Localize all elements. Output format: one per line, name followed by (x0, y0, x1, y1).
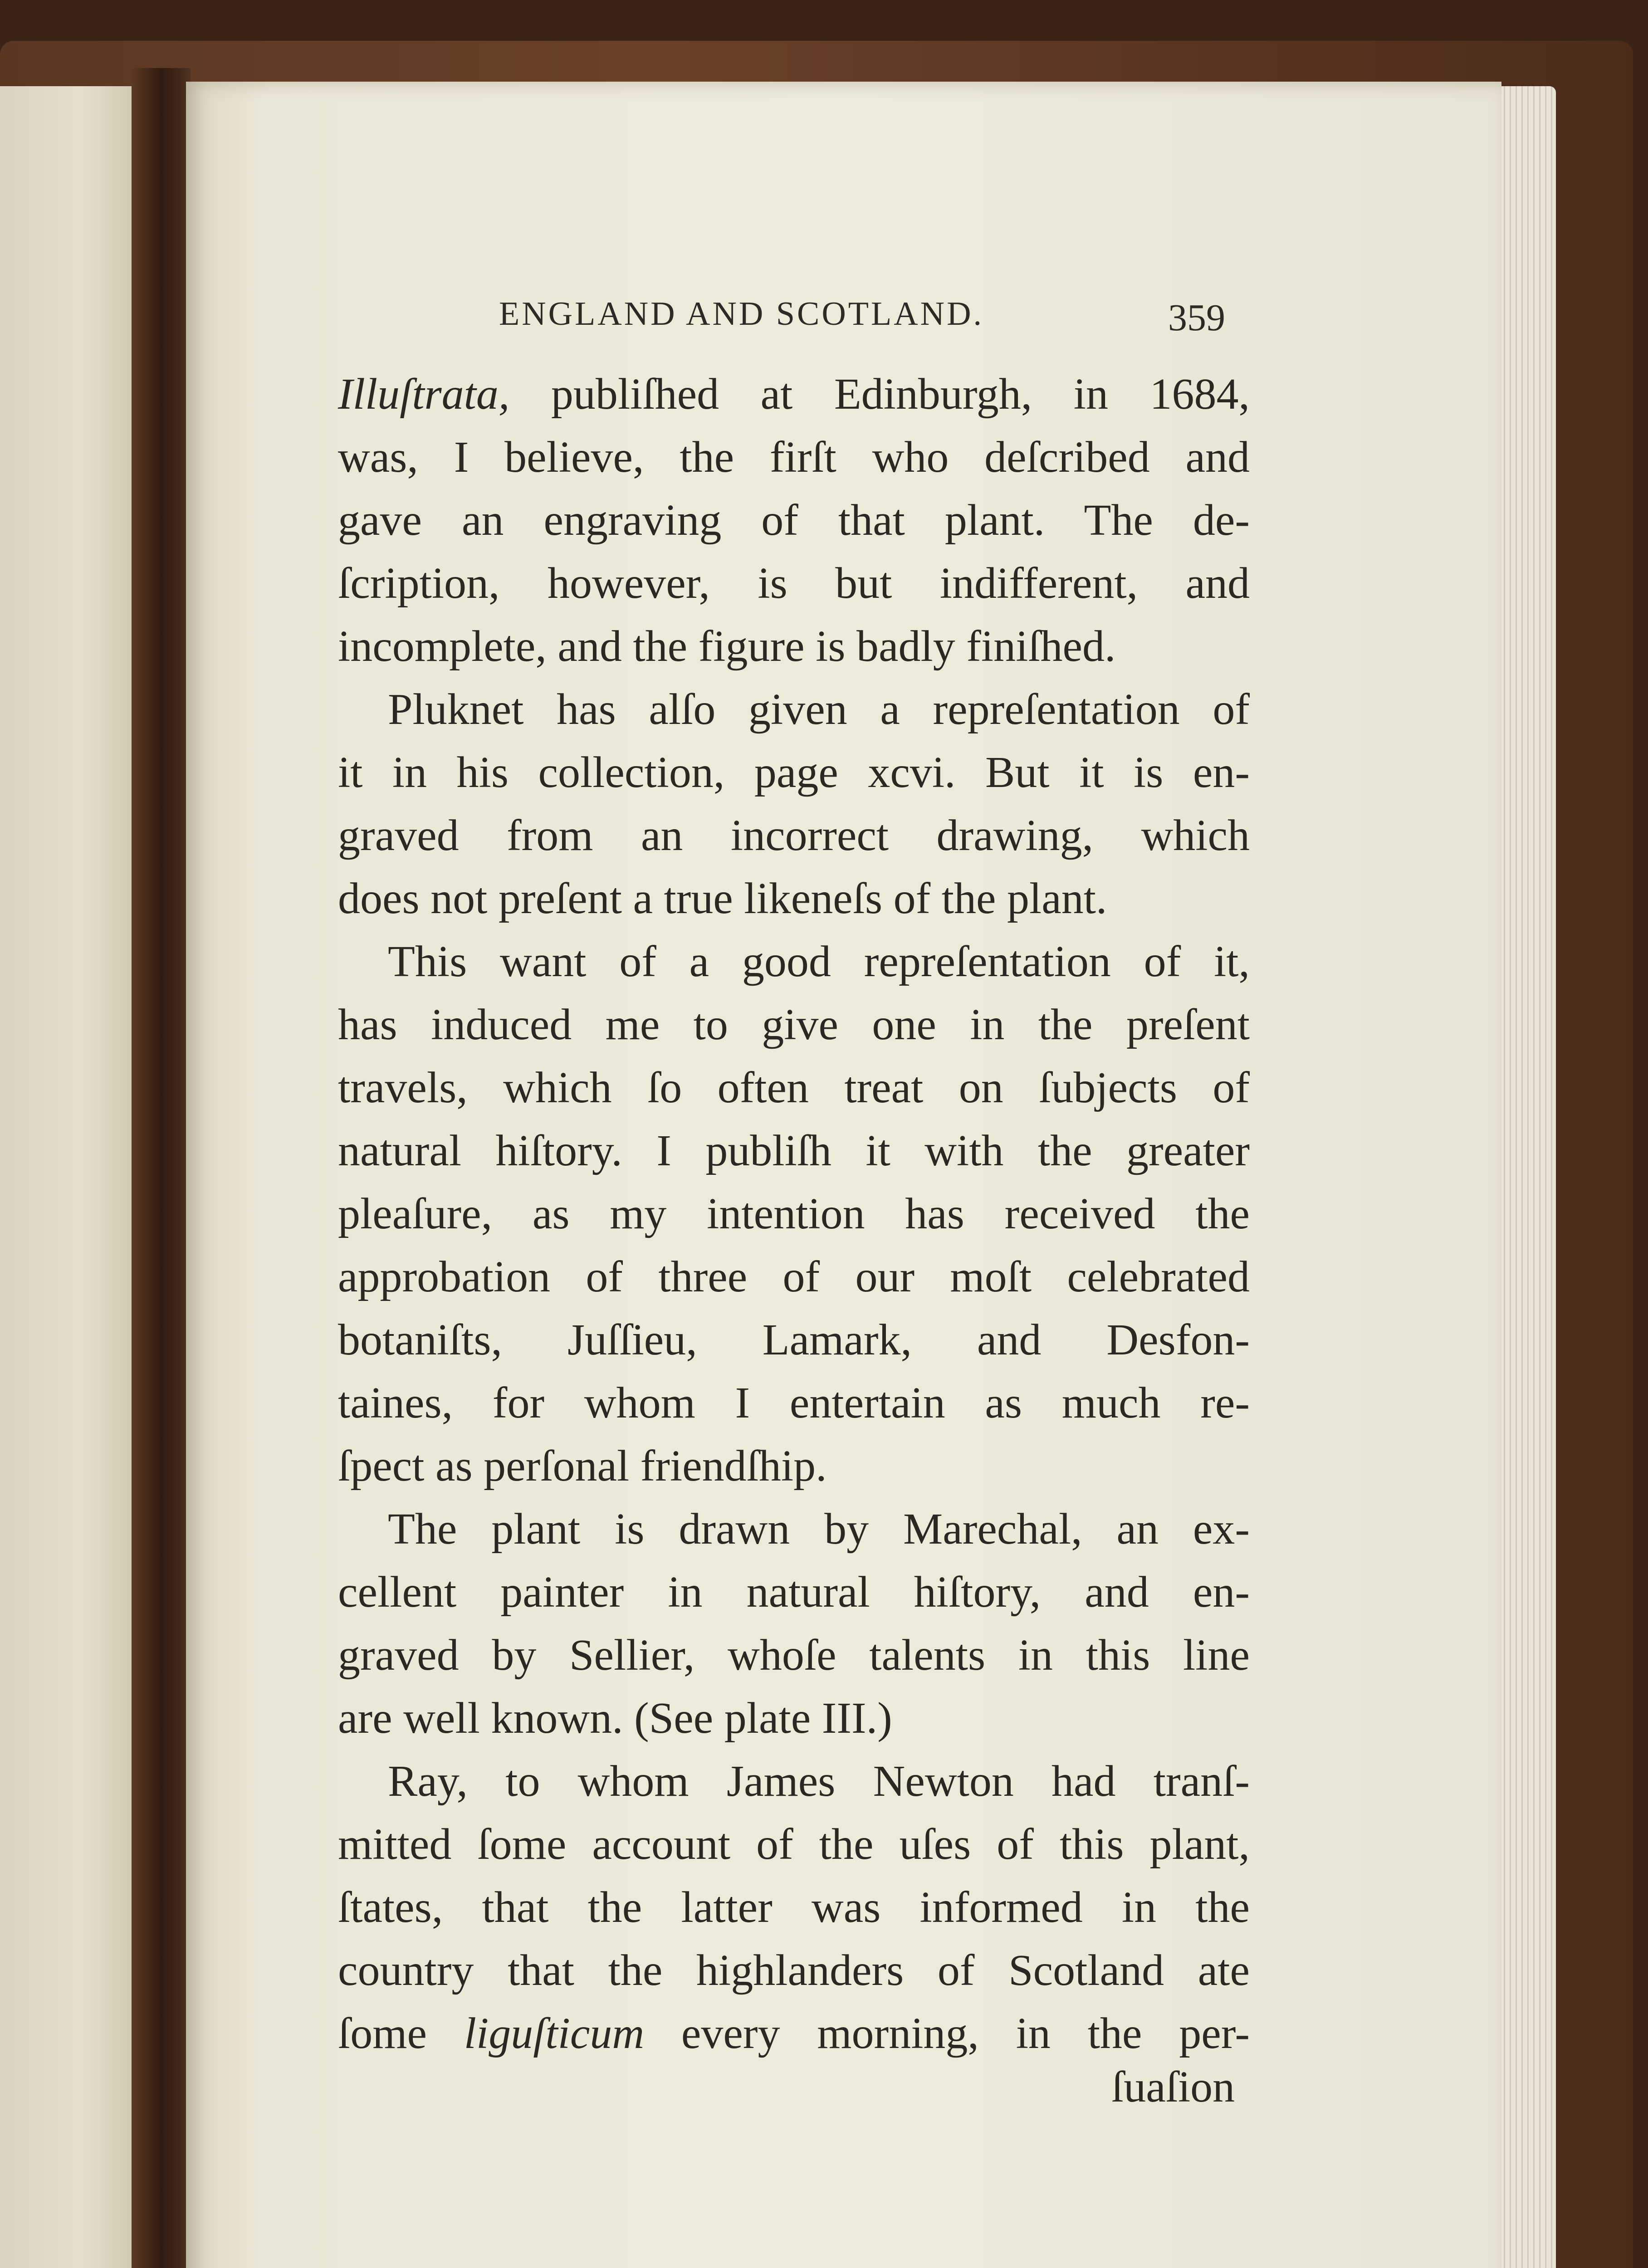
text-line (338, 1561, 1250, 1624)
text-run: taines, for whom I entertain as much re- (338, 1378, 1250, 1427)
page-header (499, 295, 1315, 345)
text-line (338, 1246, 1250, 1309)
text-run: ſome (338, 2009, 464, 2058)
text-run: ſtates, that the latter was informed in the (338, 1883, 1250, 1932)
text-line (338, 930, 1250, 993)
text-line (338, 1624, 1250, 1687)
text-run: Ray, to whom James Newton had tranſ- (388, 1757, 1250, 1806)
text-run: ſcription, however, is but indifferent, and (338, 559, 1250, 608)
body-text (338, 363, 1250, 2065)
text-line (338, 426, 1250, 489)
text-line (338, 1435, 1250, 1498)
running-head: ENGLAND AND SCOTLAND. (499, 295, 984, 332)
text-line (338, 1119, 1250, 1183)
text-line (338, 363, 1250, 426)
text-run: pleaſure, as my intention has received the (338, 1189, 1250, 1238)
text-run: graved by Sellier, whoſe talents in this line (338, 1631, 1250, 1680)
text-run: was, I believe, the firſt who deſcribed and (338, 433, 1250, 482)
text-run: cellent painter in natural hiſtory, and en- (338, 1568, 1250, 1617)
text-run: it in his collection, page xcvi. But it is en- (338, 748, 1250, 797)
catchword: ſuaſion (1111, 2063, 1235, 2112)
text-line (338, 1372, 1250, 1435)
text-run: The plant is drawn by Marechal, an ex- (388, 1505, 1250, 1554)
text-line (338, 1183, 1250, 1246)
text-run: Pluknet has alſo given a repreſentation of (388, 685, 1250, 734)
text-line (338, 993, 1250, 1056)
text-run: country that the highlanders of Scotland ate (338, 1946, 1250, 1995)
text-line (338, 2002, 1250, 2065)
text-line (338, 678, 1250, 741)
text-run: botaniſts, Juſſieu, Lamark, and Desfon- (338, 1315, 1250, 1364)
text-run: gave an engraving of that plant. The de- (338, 496, 1250, 545)
text-run: publiſhed at Edinburgh, in 1684, (509, 370, 1250, 419)
text-run: has induced me to give one in the preſent (338, 1000, 1250, 1049)
text-run: does not preſent a true likeneſs of the plant. (338, 874, 1107, 923)
text-run: are well known. (See plate III.) (338, 1694, 892, 1743)
text-line (338, 804, 1250, 867)
page-number: 359 (1168, 297, 1225, 339)
italic-text-run: Illuſtrata, (338, 370, 510, 419)
italic-text-run: liguſticum (464, 2009, 645, 2058)
text-line (338, 1939, 1250, 2002)
text-run: mitted ſome account of the uſes of this plant, (338, 1820, 1250, 1869)
text-line (338, 1750, 1250, 1813)
text-line (338, 489, 1250, 552)
text-run: ſpect as perſonal friendſhip. (338, 1442, 827, 1491)
text-run: travels, which ſo often treat on ſubjects of (338, 1063, 1250, 1112)
text-run: graved from an incorrect drawing, which (338, 811, 1250, 860)
text-line (338, 552, 1250, 615)
text-run: every morning, in the per- (644, 2009, 1250, 2058)
facing-page (0, 86, 136, 2268)
text-line (338, 1813, 1250, 1876)
text-run: This want of a good repreſentation of it, (388, 937, 1250, 986)
text-line (338, 1309, 1250, 1372)
text-line (338, 1498, 1250, 1561)
text-line (338, 1687, 1250, 1750)
text-run: natural hiſtory. I publiſh it with the greater (338, 1126, 1250, 1175)
book-gutter (132, 68, 191, 2268)
text-line (338, 1056, 1250, 1119)
text-line (338, 741, 1250, 804)
text-line (338, 867, 1250, 930)
text-run: incomplete, and the figure is badly finiſhed. (338, 622, 1116, 671)
text-line (338, 1876, 1250, 1939)
text-run: approbation of three of our moſt celebrated (338, 1252, 1250, 1301)
text-line (338, 615, 1250, 678)
